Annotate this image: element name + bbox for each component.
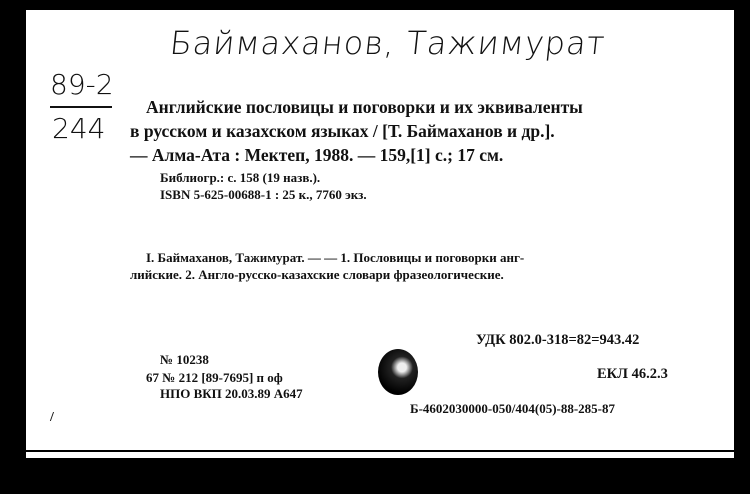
call-number-divider [50,106,112,108]
title-line-3: — Алма-Ата : Мектеп, 1988. — 159,[1] с.; 17 см. [130,145,504,165]
call-number-bottom: 244 [52,112,106,145]
npo-line: НПО ВКП 20.03.89 А647 [160,386,303,401]
title-line-1: Английские пословицы и поговорки и их эквиваленты [146,97,583,117]
bibliography-note: Библиогр.: с. 158 (19 назв.). [160,170,321,185]
margin-mark: / [50,410,54,425]
title-line-2: в русском и казахском языках / [Т. Баймаханов и др.]. [130,121,555,141]
price-code-line: Б-4602030000-050/404(05)-88-285-87 [410,401,616,416]
ekl-code: ЕКЛ 46.2.3 [597,366,668,382]
call-number-top: 89-2 [50,68,114,101]
isbn-line: ISBN 5-625-00688-1 : 25 к., 7760 экз. [160,187,367,202]
record-number: № 10238 [160,352,209,367]
order-line: 67 № 212 [89-7695] п оф [146,370,283,385]
ink-stamp [378,349,418,395]
tracing-line-2: лийские. 2. Англо-русско-казахские словари фразеологические. [130,267,504,282]
scan-border [0,458,750,494]
tracing-line-1: I. Баймаханов, Тажимурат. — — 1. Пословицы и поговорки анг- [146,250,525,265]
udk-code: УДК 802.0-318=82=943.42 [476,332,640,348]
handwritten-author-name: Баймаханов, Тажимурат [168,24,608,62]
